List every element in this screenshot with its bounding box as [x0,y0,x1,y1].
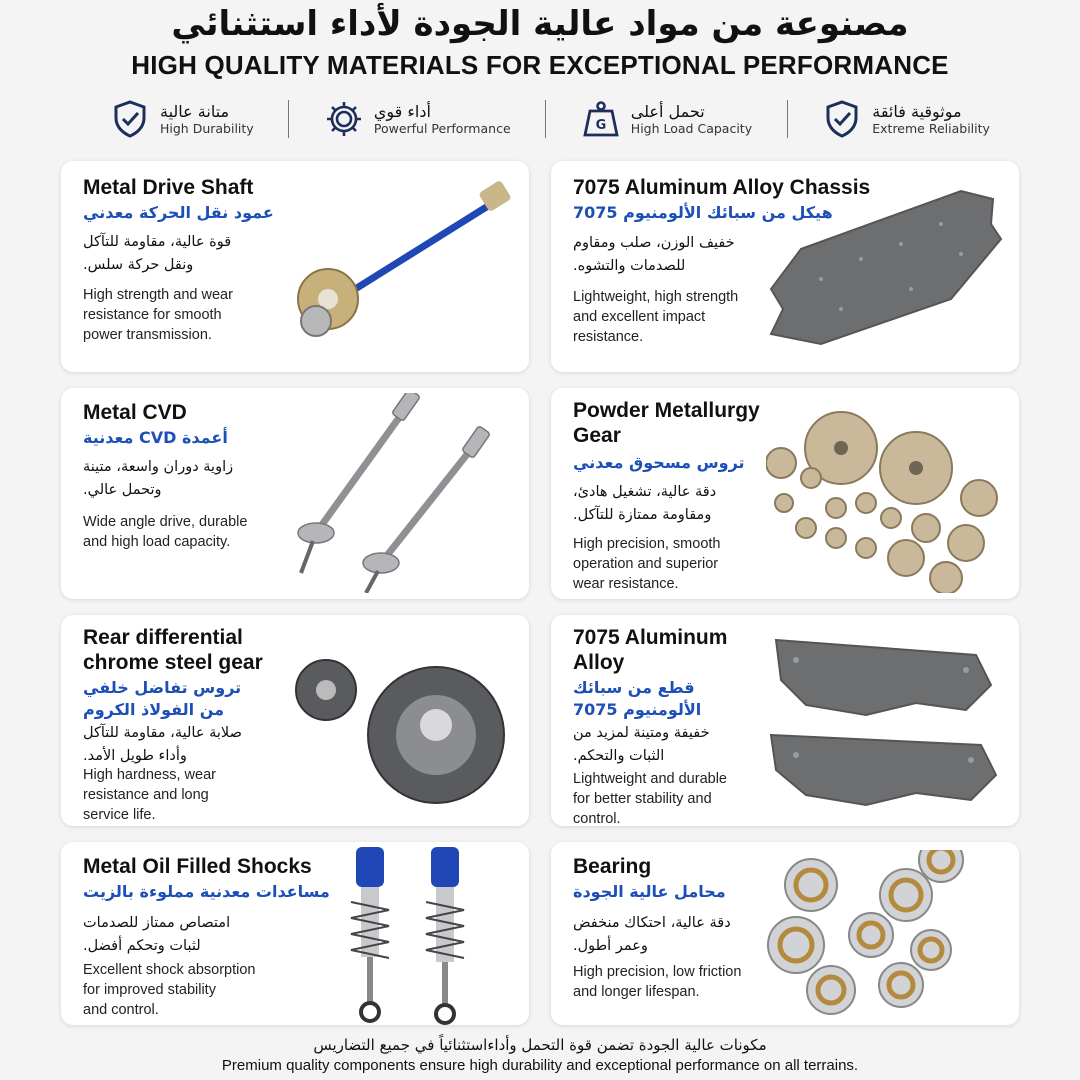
card-title: Rear differential chrome steel gear [83,626,263,674]
shield-check-icon [110,99,150,139]
product-card-bearing [551,842,1019,1025]
card-desc: High precision, low friction and longer lifespan. [573,964,742,1000]
card-title: Powder Metallurgy Gear [573,399,760,447]
divider [787,100,788,138]
card-title: Metal Drive Shaft [83,176,254,199]
product-card-shocks [61,842,529,1025]
feature-label-en: Extreme Reliability [872,121,990,136]
svg-text:G: G [595,118,607,133]
feature-label-ar: أداء قوي [373,102,431,121]
page-title: HIGH QUALITY MATERIALS FOR EXCEPTIONAL PERFORMANCE [131,50,949,80]
chassis-plate-image [761,179,1016,349]
card-title: Metal CVD [83,401,187,424]
card-desc-arabic: زاوية دوران واسعة، متينة وتحمل عالي. [83,459,234,498]
bearings-image [761,850,1011,1020]
card-desc-arabic: امتصاص ممتاز للصدمات لثبات وتحكم أفضل. [83,915,231,954]
card-title-arabic: هيكل من سبائك الألومنيوم 7075 [573,203,833,222]
feature-extreme-reliability [822,94,990,144]
feature-label-en: High Durability [160,121,254,136]
card-title: Metal Oil Filled Shocks [83,855,312,878]
card-title-arabic: عمود نقل الحركة معدني [83,203,274,222]
product-card-chassis [551,161,1019,372]
feature-label-en: Powerful Performance [373,121,511,136]
card-title-arabic: تروس تفاضل خلفي من الفولاذ الكروم [83,678,242,719]
footer-text-arabic: مكونات عالية الجودة تضمن قوة التحمل وأداءاستثنائياً في جميع التضاريس [313,1036,767,1054]
product-card-powder-gear [551,388,1019,599]
card-desc-arabic: دقة عالية، احتكاك منخفض وعمر أطول. [573,915,731,954]
card-desc-arabic: قوة عالية، مقاومة للتآكل ونقل حركة سلس. [83,234,232,273]
card-desc: Excellent shock absorption for improved stability and control. [83,962,256,1018]
card-title-arabic: تروس مسحوق معدني [573,453,745,472]
shock-absorbers-image [301,842,501,1025]
feature-high-load-capacity [581,94,752,144]
differential-gears-image [286,645,526,815]
card-desc: Wide angle drive, durable and high load capacity. [83,514,248,550]
product-card-drive-shaft [61,161,529,372]
weight-icon [581,99,621,139]
card-title: Bearing [573,855,652,878]
product-card-rear-diff [61,615,529,826]
card-desc: High strength and wear resistance for smooth power transmission. [83,287,233,343]
card-desc: Lightweight, high strength and excellent impact resistance. [573,289,739,345]
feature-powerful-performance [324,94,511,144]
drive-shaft-image [286,171,526,361]
card-title: 7075 Aluminum Alloy Chassis [573,176,871,199]
card-desc: Lightweight and durable for better stability and control. [573,771,727,826]
divider [545,100,546,138]
card-desc-arabic: خفيف الوزن، صلب ومقاوم للصدمات والتشوه. [573,235,735,274]
feature-label-ar: تحمل أعلى [630,102,705,121]
page-title-arabic: مصنوعة من مواد عالية الجودة لأداء استثنائي [171,4,909,44]
card-title-arabic: قطع من سبائك الألومنيوم 7075 [573,678,702,719]
card-title-arabic: محامل عالية الجودة [573,882,726,901]
feature-label-ar: موثوقية فائقة [872,102,962,121]
gear-set-image [766,408,1006,593]
card-desc: High precision, smooth operation and superior wear resistance. [573,536,721,592]
shield-check-icon [822,99,862,139]
card-title-arabic: أعمدة CVD معدنية [83,428,228,447]
card-desc: High hardness, wear resistance and long service life. [83,767,216,823]
feature-label-en: High Load Capacity [630,121,753,136]
footer-text: Premium quality components ensure high durability and exceptional performance on all terrains. [221,1057,859,1074]
cvd-shafts-image [261,393,511,593]
card-desc-arabic: دقة عالية، تشغيل هادئ، ومقاومة ممتازة للتآكل. [573,484,717,523]
card-desc-arabic: خفيفة ومتينة لمزيد من الثبات والتحكم. [573,725,710,764]
shock-tower-plates-image [766,625,1006,825]
gear-icon [324,99,364,139]
feature-bar [110,94,990,144]
card-title: 7075 Aluminum Alloy [573,626,728,674]
feature-high-durability [110,94,254,144]
card-desc-arabic: صلابة عالية، مقاومة للتآكل وأداء طويل الأمد. [83,725,242,764]
divider [288,100,289,138]
product-card-cvd [61,388,529,599]
product-card-aluminum-parts [551,615,1019,826]
feature-label-ar: متانة عالية [160,102,230,121]
card-title-arabic: مساعدات معدنية مملوءة بالزيت [83,882,330,901]
